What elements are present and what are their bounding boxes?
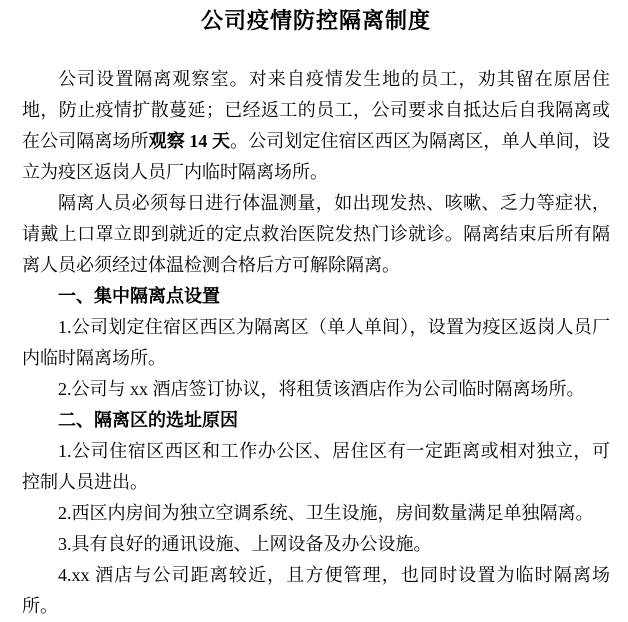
text-segment: 2.西区内房间为独立空调系统、卫生设施，房间数量满足单独隔离。 bbox=[58, 503, 594, 523]
section-heading bbox=[22, 405, 610, 436]
paragraph bbox=[22, 498, 610, 529]
text-segment: 4.xx 酒店与公司距离较近，且方便管理，也同时设置为临时隔离场所。 bbox=[22, 565, 610, 616]
paragraph bbox=[22, 436, 610, 498]
bold-text-segment: 一、集中隔离点设置 bbox=[58, 286, 220, 306]
paragraph bbox=[22, 312, 610, 374]
section-heading bbox=[22, 281, 610, 312]
text-segment: 2.公司与 xx 酒店签订协议，将租赁该酒店作为公司临时隔离场所。 bbox=[58, 379, 585, 399]
text-segment: 公司设置隔离观察室。对来自疫情发生地的员工，劝其留在原居住地，防止疫情扩散蔓延；已经返工的员工，公司要求自抵达后自我隔离或在公司隔离场所 bbox=[22, 69, 610, 151]
paragraph bbox=[22, 529, 610, 560]
paragraph bbox=[22, 188, 610, 281]
text-segment: 1.公司住宿区西区和工作办公区、居住区有一定距离或相对独立，可控制人员进出。 bbox=[22, 441, 610, 492]
document-body bbox=[22, 64, 610, 622]
text-segment: 隔离人员必须每日进行体温测量，如出现发热、咳嗽、乏力等症状，请戴上口罩立即到就近的定点救治医院发热门诊就诊。隔离结束后所有隔离人员必须经过体温检测合格后方可解除隔离。 bbox=[22, 193, 610, 275]
paragraph bbox=[22, 64, 610, 188]
text-segment: 1.公司划定住宿区西区为隔离区（单人单间），设置为疫区返岗人员厂内临时隔离场所。 bbox=[22, 317, 610, 368]
text-segment: 。公司划定住宿区西区为隔离区，单人单间，设立为疫区返岗人员厂内临时隔离场所。 bbox=[22, 131, 610, 182]
paragraph bbox=[22, 374, 610, 405]
paragraph bbox=[22, 560, 610, 622]
text-segment: 3.具有良好的通讯设施、上网设备及办公设施。 bbox=[58, 534, 432, 554]
document-title: 公司疫情防控隔离制度 bbox=[200, 8, 431, 33]
bold-text-segment: 二、隔离区的选址原因 bbox=[58, 410, 238, 430]
bold-text-segment: 观察 14 天 bbox=[148, 131, 231, 151]
